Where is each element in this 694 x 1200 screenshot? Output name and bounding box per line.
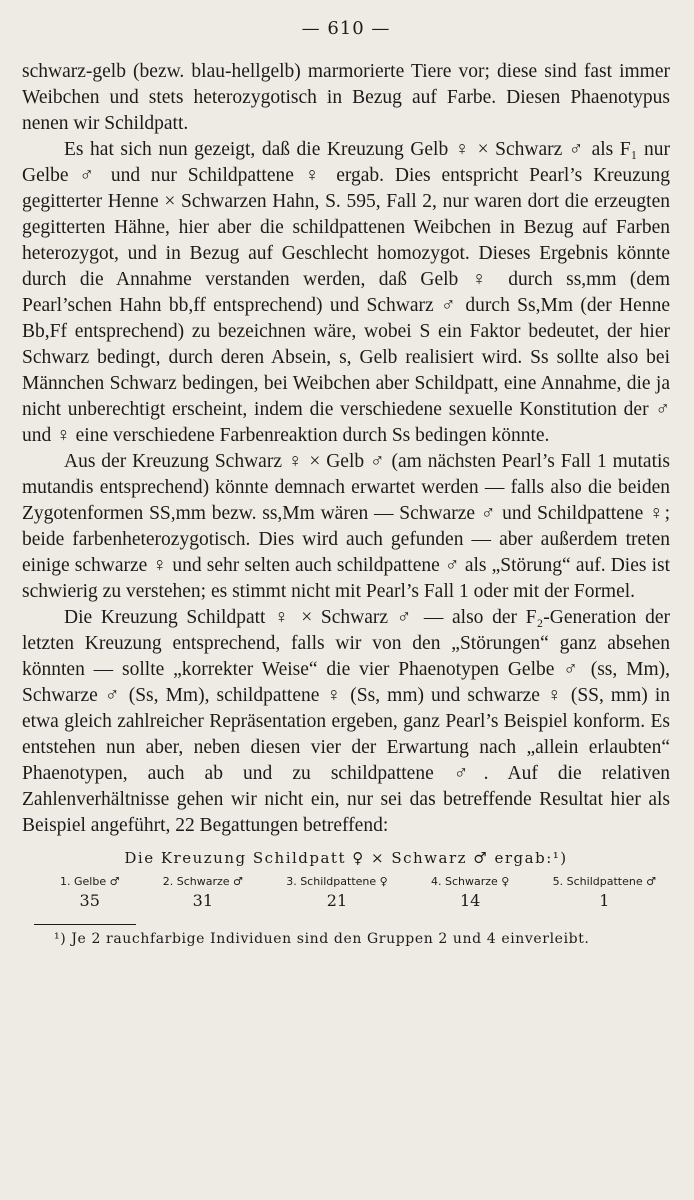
table-column-1 (60, 875, 119, 910)
table-column-value: 14 (460, 891, 481, 910)
table-column-value: 31 (192, 891, 213, 910)
table-column-value: 35 (79, 891, 100, 910)
table-column-label: 3. Schildpattene ♀ (286, 875, 388, 888)
table-column-label: 1. Gelbe ♂ (60, 875, 120, 888)
table-column-4 (431, 875, 509, 910)
footnote-divider (34, 924, 136, 925)
table-column-5 (553, 875, 656, 910)
table-column-value: 1 (599, 891, 610, 910)
table-column-2 (163, 875, 243, 910)
table-column-label: 2. Schwarze ♂ (162, 875, 243, 888)
table-column-label: 4. Schwarze ♀ (431, 875, 510, 888)
paragraph-4: Die Kreuzung Schildpatt ♀ × Schwarz ♂ — also der F₂-Generation der letzten Kreuzung entsprechend, falls wir von den „Störungen“ ganz absehen könnten — sollte „korrekter Weise“ die vier Phaenotypen Gelbe ♂ (ss, Mm), Schwarze ♂ (Ss, Mm), schildpattene ♀ (Ss, mm) und schwarze ♀ (SS, mm) in etwa gleich zahlreicher Repräsentation ergeben, ganz Pearl’s Beispiel konform. Es entstehen nun aber, neben diesen vier der Erwartung nach „allein erlaubten“ Phaenotypen, auch ab und zu schildpattene ♂. Auf die relativen Zahlenverhältnisse gehen wir nicht ein, nur sei das betreffende Resultat hier als Beispiel angeführt, 22 Begattungen betreffend: (22, 607, 670, 836)
table-column-label: 5. Schildpattene ♂ (552, 875, 656, 888)
table-column-value: 21 (326, 891, 348, 910)
table-caption: Die Kreuzung Schildpatt ♀ × Schwarz ♂ ergab:¹) (124, 849, 568, 867)
paragraph-2: Es hat sich nun gezeigt, daß die Kreuzung Gelb ♀ × Schwarz ♂ als F₁ nur Gelbe ♂ und nur Schildpattene ♀ ergab. Dies entspricht Pearl’s Kreuzung gegitterter Henne × Schwarzen Hahn, S. 595, Fall 2, nur waren dort die erzeugten gegitterten Hähne, hier aber die schildpattenen Weibchen in Bezug auf Farben heterozygot, und in Bezug auf Geschlecht homozygot. Dieses Ergebnis könnte durch die Annahme verstanden werden, daß Gelb ♀ durch ss,mm (dem Pearl’schen Hahn bb,ff entsprechend) und Schwarz ♂ durch Ss,Mm (der Henne Bb,Ff entsprechend) zu bezeichnen wäre, wobei S ein Faktor bedeutet, der hier Schwarz bedingt, durch deren Absein, s, Gelb realisiert wird. Ss sollte also bei Männchen Schwarz bedingen, bei Weibchen aber Schildpatt, eine Annahme, die ja nicht unberechtigt erscheint, indem die verschiedene sexuelle Konstitution der ♂ und ♀ eine verschiedene Farbenreaktion durch Ss bedingen könnte. (22, 139, 670, 446)
page-number: — 610 — (301, 18, 391, 39)
paragraph-3: Aus der Kreuzung Schwarz ♀ × Gelb ♂ (am nächsten Pearl’s Fall 1 mutatis mutandis entsprechend) könnte demnach erwartet werden — falls also die beiden Zygotenformen SS,mm bezw. ss,Mm wären — Schwarze ♂ und Schildpattene ♀; beide farbenheterozygotisch. Dies wird auch gefunden — aber außerdem treten einige schwarze ♀ und sehr selten auch schildpattene ♂ als „Störung“ auf. Dies ist schwierig zu verstehen; es stimmt nicht mit Pearl’s Fall 1 oder mit der Formel. (22, 451, 670, 602)
table-column-3 (286, 875, 388, 910)
results-table (60, 875, 656, 910)
body-text (22, 59, 670, 839)
footnote: ¹) Je 2 rauchfarbige Individuen sind den Gruppen 2 und 4 einverleibt. (54, 931, 590, 947)
paragraph-1: schwarz-gelb (bezw. blau-hellgelb) marmorierte Tiere vor; diese sind fast immer Weibchen und stets heterozygotisch in Bezug auf Farbe. Diesen Phaenotypus nenen wir Schildpatt. (22, 61, 670, 134)
